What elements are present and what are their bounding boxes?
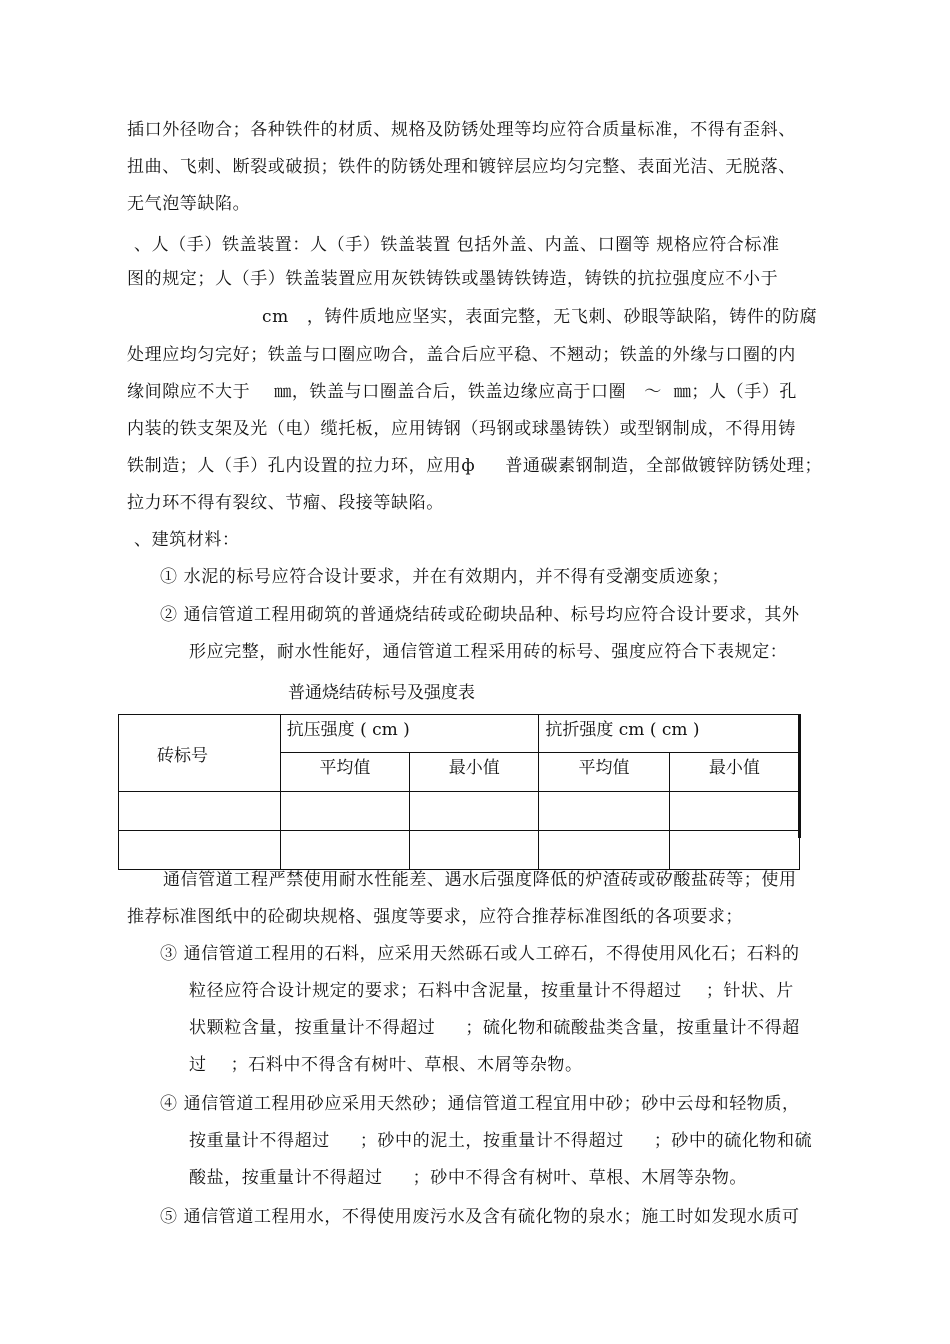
paragraph-2-line: 拉力环不得有裂纹、节瘤、段接等缺陷。	[127, 493, 444, 513]
table-cell	[410, 792, 539, 831]
header-bend-min: 最小值	[669, 753, 799, 792]
table-cell	[119, 831, 281, 870]
header-compress-min: 最小值	[410, 753, 539, 792]
list-item-3-line: ③ 通信管道工程用的石料，应采用天然砾石或人工碎石，不得使用风化石；石料的	[160, 944, 800, 964]
table-cell	[539, 792, 669, 831]
header-grade: 砖标号	[119, 715, 281, 792]
paragraph-2-line: 、人（手）铁盖装置：人（手）铁盖装置 包括外盖、内盖、口圈等 规格应符合标准	[134, 235, 780, 255]
list-item-3-line: 过 ；石料中不得含有树叶、草根、木屑等杂物。	[189, 1055, 583, 1075]
list-item-2-line: ② 通信管道工程用砌筑的普通烧结砖或砼砌块品种、标号均应符合设计要求，其外	[160, 605, 800, 625]
list-item-3-line: 粒径应符合设计规定的要求；石料中含泥量，按重量计不得超过 ；针状、片	[189, 981, 794, 1001]
paragraph-2-line: 铁制造；人（手）孔内设置的拉力环，应用ф 普通碳素钢制造，全部做镀锌防锈处理；	[127, 456, 823, 476]
table-cell	[119, 792, 281, 831]
table-row	[119, 792, 800, 831]
list-item-4-line: 酸盐，按重量计不得超过 ；砂中不得含有树叶、草根、木屑等杂物。	[189, 1168, 748, 1188]
list-item-5: ⑤ 通信管道工程用水，不得使用废污水及含有硫化物的泉水；施工时如发现水质可	[160, 1207, 800, 1227]
table-cell	[410, 831, 539, 870]
header-bending-strength: 抗折强度 cm ( cm )	[539, 715, 800, 753]
list-item-3-line: 状颗粒含量，按重量计不得超过 ；硫化物和硫酸盐类含量，按重量计不得超	[189, 1018, 800, 1038]
list-item-4-line: 按重量计不得超过 ；砂中的泥土，按重量计不得超过 ；砂中的硫化物和硫	[189, 1131, 813, 1151]
table-cell	[669, 792, 799, 831]
table-row	[119, 831, 800, 870]
table-caption: 普通烧结砖标号及强度表	[288, 683, 475, 703]
paragraph-1-line: 扭曲、飞刺、断裂或破损；铁件的防锈处理和镀锌层应均匀完整、表面光洁、无脱落、	[127, 157, 796, 177]
paragraph-2-line: cm ，铸件质地应坚实，表面完整，无飞刺、砂眼等缺陷，铸件的防腐	[262, 307, 818, 327]
paragraph-2-line: 内装的铁支架及光（电）缆托板，应用铸钢（玛钢或球墨铸铁）或型钢制成，不得用铸	[127, 419, 796, 439]
list-item-1: ① 水泥的标号应符合设计要求，并在有效期内，并不得有受潮变质迹象；	[160, 567, 730, 587]
paragraph-3-line: 通信管道工程严禁使用耐水性能差、遇水后强度降低的炉渣砖或矽酸盐砖等；使用	[163, 870, 797, 890]
table-cell	[280, 831, 409, 870]
header-bend-avg: 平均值	[539, 753, 669, 792]
paragraph-2-line: 图的规定；人（手）铁盖装置应用灰铁铸铁或墨铸铁铸造，铸铁的抗拉强度应不小于	[127, 269, 779, 289]
list-item-4-line: ④ 通信管道工程用砂应采用天然砂；通信管道工程宜用中砂；砂中云母和轻物质，	[160, 1094, 800, 1114]
paragraph-1-line: 插口外径吻合；各种铁件的材质、规格及防锈处理等均应符合质量标准，不得有歪斜、	[127, 120, 796, 140]
header-compressive-strength: 抗压强度 ( cm )	[280, 715, 539, 753]
section-heading: 、建筑材料：	[134, 530, 240, 550]
table-right-border	[798, 714, 801, 838]
paragraph-2-line: 缘间隙应不大于 ㎜，铁盖与口圈盖合后，铁盖边缘应高于口圈 ～ ㎜；人（手）孔	[127, 382, 798, 402]
paragraph-3-line: 推荐标准图纸中的砼砌块规格、强度等要求，应符合推荐标准图纸的各项要求；	[127, 907, 743, 927]
paragraph-2-line: 处理应均匀完好；铁盖与口圈应吻合，盖合后应平稳、不翘动；铁盖的外缘与口圈的内	[127, 345, 796, 365]
table-cell	[539, 831, 669, 870]
header-compress-avg: 平均值	[280, 753, 409, 792]
table-cell	[280, 792, 409, 831]
list-item-2-line: 形应完整，耐水性能好，通信管道工程采用砖的标号、强度应符合下表规定：	[189, 642, 788, 662]
brick-grade-table	[118, 714, 800, 870]
paragraph-1-line: 无气泡等缺陷。	[127, 194, 251, 214]
table-cell	[669, 831, 799, 870]
